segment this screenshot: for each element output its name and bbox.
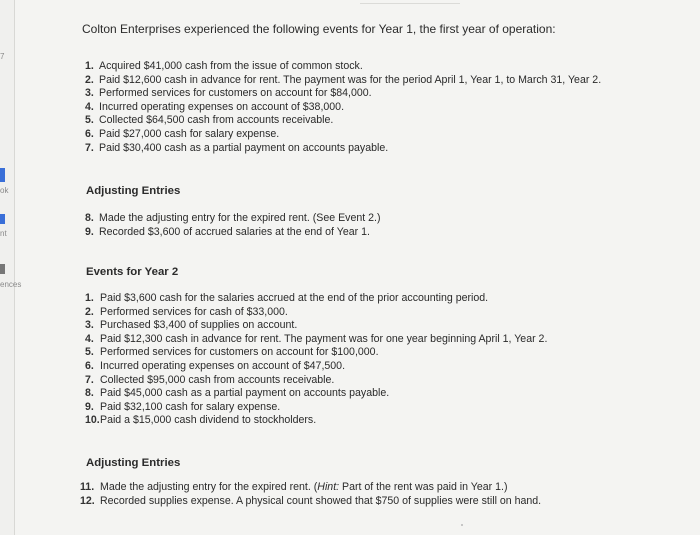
item-number: 2. [85,305,94,318]
list-item [85,114,601,128]
item-text: Paid $27,000 cash for salary expense. [99,127,280,140]
list-item [85,60,601,74]
list-item [85,101,601,115]
item-number: 6. [85,359,94,372]
list-item [85,142,601,156]
item-text: Made the adjusting entry for the expired rent. ( [100,481,318,493]
item-text: Performed services for cash of $33,000. [100,305,288,318]
item-number: 3. [85,319,94,332]
item-text: Paid $32,100 cash for salary expense. [100,400,281,413]
item-text-cont: Part of the rent was paid in Year 1.) [339,481,508,493]
item-text: Incurred operating expenses on account of $47,500. [100,359,346,372]
item-text: Paid $12,300 cash in advance for rent. The payment was for one year beginning April 1, Year 2. [100,332,548,345]
item-number: 4. [85,332,94,345]
item-text: Recorded supplies expense. A physical count showed that $750 of supplies were still on hand. [100,494,542,507]
item-number: 7. [85,373,94,386]
year2-heading: Events for Year 2 [86,266,179,278]
item-text: Paid $30,400 cash as a partial payment on accounts payable. [99,141,389,154]
list-item [85,212,380,226]
item-text: Paid a $15,000 cash dividend to stockholders. [100,414,317,427]
item-text: Paid $3,600 cash for the salaries accrued at the end of the prior accounting period. [100,292,489,304]
intro-text: Colton Enterprises experienced the following events for Year 1, the first year of operation: [82,22,556,36]
adjusting-entries-list-2 [80,481,541,508]
list-item [85,387,547,401]
item-number: 8. [85,212,94,224]
year1-events-list [85,60,601,155]
list-item [85,401,547,415]
sidebar-label-nt[interactable]: nt [0,229,7,238]
item-number: 3. [85,87,94,100]
item-text: Made the adjusting entry for the expired rent. (See Event 2.) [99,212,381,224]
item-number: 10. [85,414,100,427]
list-item [80,495,541,509]
item-number: 9. [85,400,94,413]
list-item [85,306,547,320]
list-item [85,346,547,360]
sidebar-label-references[interactable]: ences [0,280,22,289]
item-text: Paid $12,600 cash in advance for rent. The payment was for the period April 1, Year 1, to March 31, Year 2. [99,73,602,86]
item-number: 6. [85,127,94,140]
sidebar-label-ok[interactable]: ok [0,186,9,195]
list-item [85,374,547,388]
item-text: Incurred operating expenses on account of $38,000. [99,100,345,113]
list-item [85,74,601,88]
stray-mark [461,524,463,526]
list-item [85,360,547,374]
item-number: 4. [85,100,94,113]
item-text: Purchased $3,400 of supplies on account. [100,319,298,332]
list-item [80,481,541,495]
item-text: Performed services for customers on account for $84,000. [99,87,372,100]
item-text: Recorded $3,600 of accrued salaries at the end of Year 1. [99,225,370,238]
item-text: Paid $45,000 cash as a partial payment on accounts payable. [100,387,390,400]
list-item [85,226,380,240]
item-number: 9. [85,225,94,238]
list-item [85,333,547,347]
adjusting-entries-list-1 [85,212,380,239]
list-item [85,414,547,428]
item-number: 11. [80,481,95,493]
item-number: 5. [85,114,94,127]
list-item [85,319,547,333]
hint-label: Hint: [317,481,340,493]
item-number: 1. [85,292,94,304]
item-number: 5. [85,346,94,359]
item-number: 12. [80,494,95,507]
item-number: 7. [85,141,94,154]
adjusting-entries-heading-2: Adjusting Entries [86,457,181,469]
item-text: Collected $64,500 cash from accounts receivable. [99,114,334,127]
list-item [85,128,601,142]
item-text: Performed services for customers on account for $100,000. [100,346,379,359]
item-number: 2. [85,73,94,86]
list-item [85,292,547,306]
list-item [85,87,601,101]
adjusting-entries-heading-1: Adjusting Entries [86,185,181,197]
item-number: 8. [85,387,94,400]
item-text: Acquired $41,000 cash from the issue of common stock. [99,60,363,72]
year2-events-list [85,292,547,428]
sidebar-number-label[interactable]: 7 [0,52,5,61]
item-text: Collected $95,000 cash from accounts receivable. [100,373,335,386]
item-number: 1. [85,60,94,72]
